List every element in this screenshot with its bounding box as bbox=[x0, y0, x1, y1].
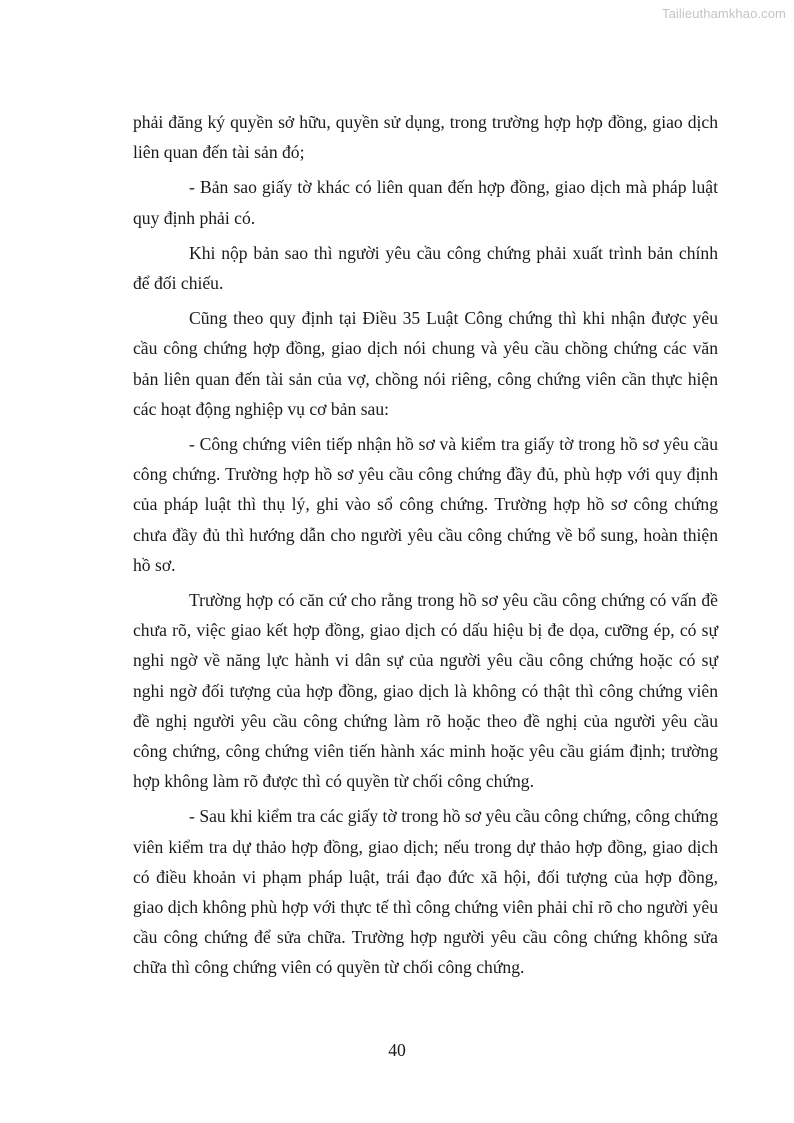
paragraph-4: Cũng theo quy định tại Điều 35 Luật Công chứng thì khi nhận được yêu cầu công chứng hợp đồng, giao dịch nói chung và yêu cầu chồng chứng các văn bản liên quan đến tài sản của vợ, chồng nói riêng, công chứng viên cần thực hiện các hoạt động nghiệp vụ cơ bản sau: bbox=[133, 308, 718, 419]
document-body bbox=[133, 107, 718, 988]
paragraph-3: Khi nộp bản sao thì người yêu cầu công chứng phải xuất trình bản chính để đối chiếu. bbox=[133, 242, 718, 294]
paragraph-1: phải đăng ký quyền sở hữu, quyền sử dụng, trong trường hợp hợp đồng, giao dịch liên quan đến tài sản đó; bbox=[133, 112, 718, 163]
paragraph-5: - Công chứng viên tiếp nhận hồ sơ và kiểm tra giấy tờ trong hồ sơ yêu cầu công chứng. Trường hợp hồ sơ yêu cầu công chứng đầy đủ, phù hợp với quy định của pháp luật thì thụ lý, ghi vào sổ công chứng. Trường hợp hồ sơ công chứng chưa đầy đủ thì hướng dẫn cho người yêu cầu công chứng về bổ sung, hoàn thiện hồ sơ. bbox=[133, 434, 718, 575]
paragraph-7: - Sau khi kiểm tra các giấy tờ trong hồ sơ yêu cầu công chứng, công chứng viên kiểm tra dự thảo hợp đồng, giao dịch; nếu trong dự thảo hợp đồng, giao dịch có điều khoản vi phạm pháp luật, trái đạo đức xã hội, đối tượng của hợp đồng, giao dịch không phù hợp với thực tế thì công chứng viên phải chỉ rõ cho người yêu cầu công chứng để sửa chữa. Trường hợp người yêu cầu công chứng không sửa chữa thì công chứng viên có quyền từ chối công chứng. bbox=[133, 806, 718, 978]
paragraph-6: Trường hợp có căn cứ cho rằng trong hồ sơ yêu cầu công chứng có vấn đề chưa rõ, việc giao kết hợp đồng, giao dịch có dấu hiệu bị đe dọa, cưỡng ép, có sự nghi ngờ về năng lực hành vi dân sự của người yêu cầu công chứng hoặc có sự nghi ngờ đối tượng của hợp đồng, giao dịch là không có thật thì công chứng viên đề nghị người yêu cầu công chứng làm rõ hoặc theo đề nghị của người yêu cầu công chứng, công chứng viên tiến hành xác minh hoặc yêu cầu giám định; trường hợp không làm rõ được thì có quyền từ chối công chứng. bbox=[133, 590, 718, 792]
watermark-text: Tailieuthamkhao.com bbox=[661, 6, 786, 21]
paragraph-2: - Bản sao giấy tờ khác có liên quan đến hợp đồng, giao dịch mà pháp luật quy định phải có. bbox=[133, 177, 718, 228]
page-number: 40 bbox=[388, 1040, 406, 1060]
